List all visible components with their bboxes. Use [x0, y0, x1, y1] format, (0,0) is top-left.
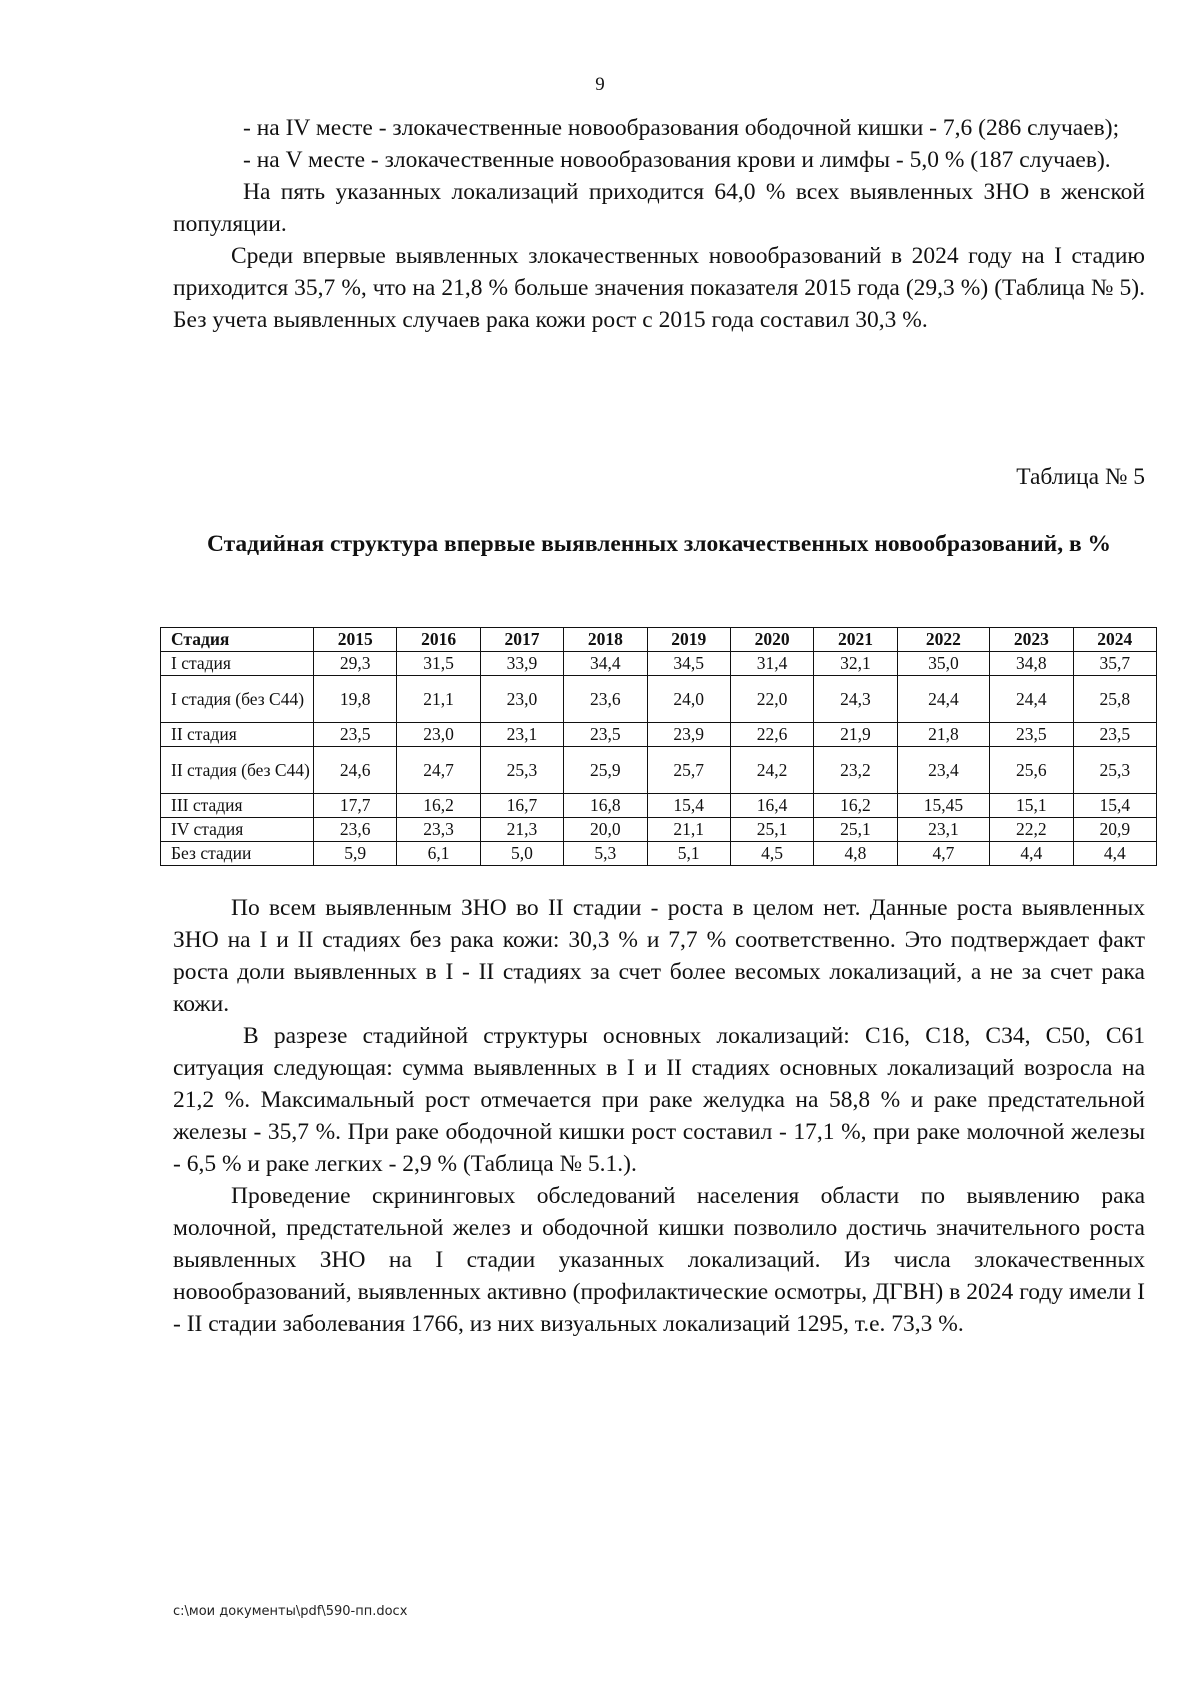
table-row [161, 723, 1157, 747]
table-cell: 25,7 [647, 747, 730, 794]
text-block-bottom [173, 892, 1145, 1340]
table-cell: 16,2 [814, 794, 897, 818]
table-cell: 23,5 [1073, 723, 1157, 747]
paragraph: - на IV месте - злокачественные новообразования ободочной кишки - 7,6 (286 случаев); [243, 115, 1120, 141]
table-cell: 25,6 [990, 747, 1073, 794]
table-cell: 24,2 [730, 747, 813, 794]
table-cell: 20,9 [1073, 818, 1157, 842]
table-cell: 5,1 [647, 842, 730, 866]
column-header: 2022 [897, 628, 990, 652]
table-cell: 15,1 [990, 794, 1073, 818]
table-cell: 31,5 [397, 652, 480, 676]
table-cell: 16,8 [564, 794, 647, 818]
table-cell: 22,2 [990, 818, 1073, 842]
table-row [161, 676, 1157, 723]
table-cell: 16,7 [480, 794, 563, 818]
table-cell: 25,8 [1073, 676, 1157, 723]
column-header: 2024 [1073, 628, 1157, 652]
column-header: 2019 [647, 628, 730, 652]
table-cell: 6,1 [397, 842, 480, 866]
table-cell: 25,9 [564, 747, 647, 794]
table-caption: Таблица № 5 [1016, 464, 1145, 490]
table-cell: 24,3 [814, 676, 897, 723]
table-cell: 23,3 [397, 818, 480, 842]
table-cell: 23,0 [397, 723, 480, 747]
page-number: 9 [595, 74, 605, 95]
paragraph: Среди впервые выявленных злокачественных новообразований в 2024 году на I стадию приходится 35,7 %, что на 21,8 % больше значения показателя 2015 года (29,3 %) (Таблица № 5). Без учета выявленных случаев рака кожи рост с 2015 года составил 30,3 %. [173, 243, 1145, 333]
table-cell: 25,1 [730, 818, 813, 842]
table-cell: 16,2 [397, 794, 480, 818]
table-cell: 4,8 [814, 842, 897, 866]
table-cell: 23,4 [897, 747, 990, 794]
table-cell: 25,3 [480, 747, 563, 794]
table-cell: 34,5 [647, 652, 730, 676]
column-header: 2023 [990, 628, 1073, 652]
table-cell: IV стадия [161, 818, 314, 842]
table-cell: Без стадии [161, 842, 314, 866]
table-cell: 15,4 [1073, 794, 1157, 818]
paragraph: - на V месте - злокачественные новообразования крови и лимфы - 5,0 % (187 случаев). [243, 147, 1111, 173]
table-cell: I стадия [161, 652, 314, 676]
table-row [161, 652, 1157, 676]
table-cell: 25,1 [814, 818, 897, 842]
table-cell: 4,7 [897, 842, 990, 866]
table-cell: 32,1 [814, 652, 897, 676]
table-cell: 23,0 [480, 676, 563, 723]
table-cell: 23,6 [314, 818, 397, 842]
table-cell: 24,7 [397, 747, 480, 794]
table-cell: 4,5 [730, 842, 813, 866]
column-header: 2021 [814, 628, 897, 652]
table-cell: 23,2 [814, 747, 897, 794]
table-cell: 25,3 [1073, 747, 1157, 794]
table-cell: 24,0 [647, 676, 730, 723]
paragraph: В разрезе стадийной структуры основных локализаций: С16, С18, С34, С50, С61 ситуация следующая: сумма выявленных в I и II стадиях основных локализаций возросла на 21,2 %. Максимальный рост отмечается при раке желудка на 58,8 % и раке предстательной железы - 35,7 %. При раке ободочной кишки рост составил - 17,1 %, при раке молочной железы - 6,5 % и раке легких - 2,9 % (Таблица № 5.1.). [173, 1023, 1145, 1177]
table-cell: 23,1 [480, 723, 563, 747]
paragraph: Проведение скрининговых обследований населения области по выявлению рака молочной, предстательной желез и ободочной кишки позволило достичь значительного роста выявленных ЗНО на I стадии указанных локализаций. Из числа злокачественных новообразований, выявленных активно (профилактические осмотры, ДГВН) в 2024 году имели I - II стадии заболевания 1766, из них визуальных локализаций 1295, т.е. 73,3 %. [173, 1183, 1145, 1337]
table-cell: 23,5 [990, 723, 1073, 747]
table-cell: I стадия (без С44) [161, 676, 314, 723]
table-cell: 34,4 [564, 652, 647, 676]
table-cell: 21,3 [480, 818, 563, 842]
table-cell: 23,9 [647, 723, 730, 747]
column-header: Стадия [161, 628, 314, 652]
table-cell: 21,1 [397, 676, 480, 723]
table-cell: 35,0 [897, 652, 990, 676]
table-cell: 33,9 [480, 652, 563, 676]
table-cell: 4,4 [1073, 842, 1157, 866]
table-cell: 5,3 [564, 842, 647, 866]
table-cell: 29,3 [314, 652, 397, 676]
table-cell: 19,8 [314, 676, 397, 723]
table-cell: 24,4 [897, 676, 990, 723]
table-cell: 34,8 [990, 652, 1073, 676]
paragraph: На пять указанных локализаций приходится 64,0 % всех выявленных ЗНО в женской популяции. [173, 179, 1145, 237]
table-cell: 23,6 [564, 676, 647, 723]
table-cell: 21,9 [814, 723, 897, 747]
table-cell: 15,45 [897, 794, 990, 818]
column-header: 2020 [730, 628, 813, 652]
table-cell: II стадия [161, 723, 314, 747]
table-cell: 24,6 [314, 747, 397, 794]
table-cell: 4,4 [990, 842, 1073, 866]
column-header: 2015 [314, 628, 397, 652]
table-cell: 15,4 [647, 794, 730, 818]
table-row [161, 794, 1157, 818]
table-cell: 17,7 [314, 794, 397, 818]
table-row [161, 818, 1157, 842]
footer-file-path: c:\мои документы\pdf\590-пп.docx [173, 1604, 408, 1619]
paragraph: По всем выявленным ЗНО во II стадии - роста в целом нет. Данные роста выявленных ЗНО на I и II стадиях без рака кожи: 30,3 % и 7,7 % соответственно. Это подтверждает факт роста доли выявленных в I - II стадиях за счет более весомых локализаций, а не за счет рака кожи. [173, 895, 1145, 1017]
table-cell: 21,8 [897, 723, 990, 747]
table-cell: 21,1 [647, 818, 730, 842]
table-row [161, 842, 1157, 866]
table-cell: 23,1 [897, 818, 990, 842]
table-row [161, 747, 1157, 794]
table-cell: 31,4 [730, 652, 813, 676]
table-cell: 16,4 [730, 794, 813, 818]
table-cell: 23,5 [314, 723, 397, 747]
column-header: 2017 [480, 628, 563, 652]
table-cell: 20,0 [564, 818, 647, 842]
column-header: 2016 [397, 628, 480, 652]
table-cell: 24,4 [990, 676, 1073, 723]
text-block-top [173, 112, 1145, 336]
table-title: Стадийная структура впервые выявленных злокачественных новообразований, в % [206, 531, 1112, 557]
table-cell: II стадия (без С44) [161, 747, 314, 794]
table-cell: 22,0 [730, 676, 813, 723]
table-cell: 23,5 [564, 723, 647, 747]
table-header-row [161, 628, 1157, 652]
table-cell: 22,6 [730, 723, 813, 747]
stage-structure-table [160, 627, 1157, 866]
table-cell: 5,9 [314, 842, 397, 866]
table-cell: III стадия [161, 794, 314, 818]
column-header: 2018 [564, 628, 647, 652]
table-cell: 5,0 [480, 842, 563, 866]
table-cell: 35,7 [1073, 652, 1157, 676]
